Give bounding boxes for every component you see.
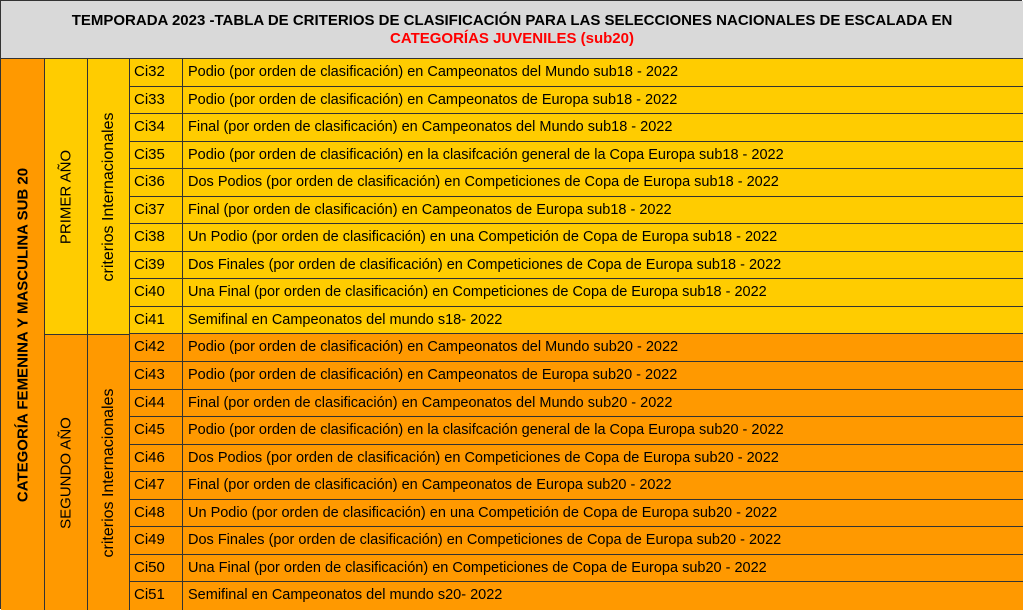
year-label-second: SEGUNDO AÑO (57, 416, 75, 529)
criterion-code: Ci35 (130, 142, 183, 169)
criterion-description: Un Podio (por orden de clasificación) en una Competición de Copa de Europa sub18 - 2022 (188, 229, 778, 246)
criteria-label-first: criterios Internacionales (99, 112, 117, 281)
criterion-code: Ci40 (130, 279, 183, 306)
year-cell-second (45, 335, 88, 610)
criterion-description: Podio (por orden de clasificación) en Campeonatos de Europa sub20 - 2022 (188, 367, 678, 384)
category-cell (1, 59, 45, 610)
table-row (130, 527, 1023, 555)
criterion-code: Ci50 (130, 555, 183, 582)
criterion-code: Ci37 (130, 197, 183, 224)
table-row (130, 472, 1023, 500)
criterion-code: Ci32 (130, 59, 183, 86)
criterion-description: Dos Podios (por orden de clasificación) en Competiciones de Copa de Europa sub18 - 2022 (188, 174, 779, 191)
criterion-description: Una Final (por orden de clasificación) en Competiciones de Copa de Europa sub18 - 2022 (188, 284, 767, 301)
criterion-code: Ci36 (130, 169, 183, 196)
criterion-description: Semifinal en Campeonatos del mundo s18- 2022 (188, 311, 503, 328)
criteria-rows (130, 59, 1023, 610)
category-label: CATEGORÍA FEMENINA Y MASCULINA SUB 20 (14, 167, 31, 502)
table-row (130, 362, 1023, 390)
table-row (130, 390, 1023, 418)
criterion-description: Una Final (por orden de clasificación) en Competiciones de Copa de Europa sub20 - 2022 (188, 559, 767, 576)
criterion-code: Ci38 (130, 224, 183, 251)
table-row (130, 417, 1023, 445)
criteria-cell-second (88, 335, 130, 610)
table-row (130, 59, 1023, 87)
criterion-code: Ci42 (130, 334, 183, 361)
year-label-first: PRIMER AÑO (57, 149, 75, 244)
title-line-1: TEMPORADA 2023 -TABLA DE CRITERIOS DE CLASIFICACIÓN PARA LAS SELECCIONES NACIONALES DE ESCALADA EN (71, 12, 953, 29)
criterion-code: Ci46 (130, 445, 183, 472)
criterion-description: Podio (por orden de clasificación) en Campeonatos de Europa sub18 - 2022 (188, 91, 678, 108)
criterion-code: Ci33 (130, 87, 183, 114)
table-row (130, 142, 1023, 170)
criterion-description: Dos Finales (por orden de clasificación) en Competiciones de Copa de Europa sub18 - 2022 (188, 256, 782, 273)
criterion-code: Ci43 (130, 362, 183, 389)
criterion-code: Ci39 (130, 252, 183, 279)
criterion-description: Final (por orden de clasificación) en Campeonatos del Mundo sub20 - 2022 (188, 394, 673, 411)
title-line-2: CATEGORÍAS JUVENILES (sub20) (390, 30, 634, 47)
criteria-label-second: criterios Internacionales (99, 388, 117, 557)
criterion-description: Un Podio (por orden de clasificación) en una Competición de Copa de Europa sub20 - 2022 (188, 504, 778, 521)
table-row (130, 334, 1023, 362)
table-row (130, 279, 1023, 307)
table-row (130, 582, 1023, 610)
criterion-description: Podio (por orden de clasificación) en Campeonatos del Mundo sub18 - 2022 (188, 64, 679, 80)
criterion-description: Podio (por orden de clasificación) en la clasifcación general de la Copa Europa sub18 - 2022 (188, 146, 784, 163)
criterion-description: Podio (por orden de clasificación) en la clasifcación general de la Copa Europa sub20 - 2022 (188, 422, 784, 439)
criterion-description: Final (por orden de clasificación) en Campeonatos del Mundo sub18 - 2022 (188, 119, 673, 136)
table-row (130, 307, 1023, 335)
criterion-code: Ci51 (130, 582, 183, 610)
criterion-description: Final (por orden de clasificación) en Campeonatos de Europa sub18 - 2022 (188, 201, 672, 218)
table-row (130, 445, 1023, 473)
criterion-code: Ci44 (130, 390, 183, 417)
criterion-code: Ci34 (130, 114, 183, 141)
table-row (130, 114, 1023, 142)
table-row (130, 87, 1023, 115)
criterion-code: Ci48 (130, 500, 183, 527)
table-row (130, 197, 1023, 225)
criterion-description: Podio (por orden de clasificación) en Campeonatos del Mundo sub20 - 2022 (188, 339, 679, 356)
criterion-code: Ci49 (130, 527, 183, 554)
criterion-description: Dos Podios (por orden de clasificación) en Competiciones de Copa de Europa sub20 - 2022 (188, 449, 779, 466)
table-row (130, 224, 1023, 252)
year-cell-first (45, 59, 88, 335)
criterion-code: Ci45 (130, 417, 183, 444)
table-row (130, 500, 1023, 528)
table-title (1, 1, 1023, 59)
criteria-cell-first (88, 59, 130, 335)
criterion-description: Semifinal en Campeonatos del mundo s20- 2022 (188, 587, 503, 604)
table-row (130, 252, 1023, 280)
criterion-code: Ci41 (130, 307, 183, 334)
table-row (130, 555, 1023, 583)
criterion-description: Dos Finales (por orden de clasificación) en Competiciones de Copa de Europa sub20 - 2022 (188, 532, 782, 549)
table-row (130, 169, 1023, 197)
criterion-code: Ci47 (130, 472, 183, 499)
criterion-description: Final (por orden de clasificación) en Campeonatos de Europa sub20 - 2022 (188, 477, 672, 494)
